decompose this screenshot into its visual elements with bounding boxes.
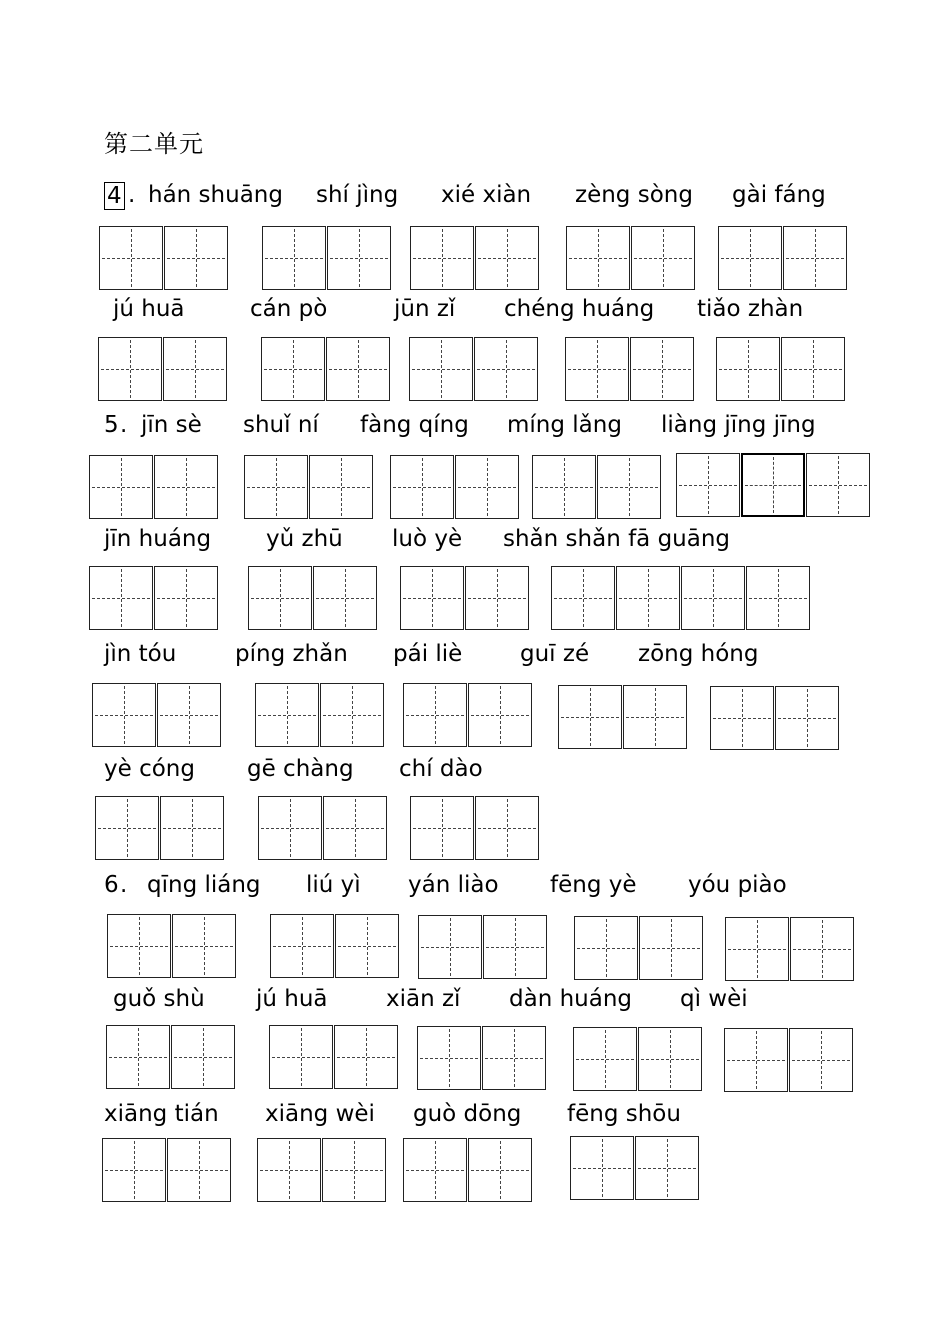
tianzige-cell[interactable] xyxy=(724,1028,788,1092)
pinyin-word: fēng shōu xyxy=(567,1101,681,1127)
tianzige-cell[interactable] xyxy=(468,683,532,747)
pinyin-word: qì wèi xyxy=(680,986,748,1012)
tianzige-cell[interactable] xyxy=(790,917,854,981)
pinyin-word: gài fáng xyxy=(732,182,826,208)
answer-box[interactable] xyxy=(410,226,540,290)
tianzige-cell[interactable] xyxy=(255,683,319,747)
tianzige-cell[interactable] xyxy=(261,337,325,401)
tianzige-cell[interactable] xyxy=(475,226,539,290)
tianzige-cell[interactable] xyxy=(474,337,538,401)
tianzige-cell[interactable] xyxy=(418,915,482,979)
tianzige-cell[interactable] xyxy=(710,686,774,750)
tianzige-cell[interactable] xyxy=(309,455,373,519)
pinyin-word: píng zhǎn xyxy=(235,641,348,667)
item-number-separator: . xyxy=(120,872,128,898)
answer-box[interactable] xyxy=(403,1138,533,1202)
tianzige-cell[interactable] xyxy=(270,914,334,978)
answer-box[interactable] xyxy=(244,455,374,519)
item-number-separator: . xyxy=(120,412,128,438)
pinyin-word: yǔ zhū xyxy=(266,526,343,552)
answer-box[interactable] xyxy=(400,566,530,630)
tianzige-cell[interactable] xyxy=(775,686,839,750)
tianzige-cell[interactable] xyxy=(570,1136,634,1200)
pinyin-word: jú huā xyxy=(256,986,328,1012)
tianzige-cell[interactable] xyxy=(532,455,596,519)
answer-box[interactable] xyxy=(258,796,388,860)
pinyin-word: gē chàng xyxy=(247,756,354,782)
tianzige-cell[interactable] xyxy=(99,226,163,290)
answer-box[interactable] xyxy=(558,685,688,749)
answer-box[interactable] xyxy=(248,566,378,630)
answer-box[interactable] xyxy=(565,337,695,401)
tianzige-cell[interactable] xyxy=(475,796,539,860)
tianzige-cell[interactable] xyxy=(725,917,789,981)
answer-box[interactable] xyxy=(257,1138,387,1202)
tianzige-cell[interactable] xyxy=(718,226,782,290)
answer-box[interactable] xyxy=(716,337,846,401)
pinyin-word: zōng hóng xyxy=(638,641,759,667)
tianzige-cell[interactable] xyxy=(269,1025,333,1089)
answer-box[interactable] xyxy=(270,914,400,978)
pinyin-word: dàn huáng xyxy=(509,986,633,1012)
tianzige-cell[interactable] xyxy=(164,226,228,290)
pinyin-word: guò dōng xyxy=(413,1101,522,1127)
answer-box[interactable] xyxy=(410,796,540,860)
answer-box[interactable] xyxy=(262,226,392,290)
tianzige-cell[interactable] xyxy=(313,566,377,630)
tianzige-cell[interactable] xyxy=(410,226,474,290)
pinyin-word: shí jìng xyxy=(316,182,399,208)
tianzige-cell[interactable] xyxy=(171,1025,235,1089)
tianzige-cell[interactable] xyxy=(635,1136,699,1200)
pinyin-word: pái liè xyxy=(393,641,463,667)
pinyin-word: shuǐ ní xyxy=(243,412,319,438)
tianzige-cell[interactable] xyxy=(323,796,387,860)
pinyin-word: zèng sòng xyxy=(575,182,693,208)
answer-box[interactable] xyxy=(570,1136,700,1200)
tianzige-cell[interactable] xyxy=(716,337,780,401)
pinyin-word: qīng liáng xyxy=(147,872,261,898)
pinyin-word: jú huā xyxy=(113,296,185,322)
tianzige-cell[interactable] xyxy=(455,455,519,519)
answer-box[interactable] xyxy=(95,796,225,860)
tianzige-cell[interactable] xyxy=(783,226,847,290)
item-number: 4 xyxy=(104,182,125,210)
tianzige-cell[interactable] xyxy=(468,1138,532,1202)
pinyin-word: tiǎo zhàn xyxy=(697,296,804,322)
tianzige-cell[interactable] xyxy=(403,683,467,747)
tianzige-cell[interactable] xyxy=(565,337,629,401)
tianzige-cell[interactable] xyxy=(573,1027,637,1091)
answer-box[interactable] xyxy=(269,1025,399,1089)
tianzige-cell[interactable] xyxy=(167,1138,231,1202)
pinyin-word: xiān zǐ xyxy=(386,986,461,1012)
tianzige-cell[interactable] xyxy=(551,566,615,630)
pinyin-word: jīn sè xyxy=(141,412,202,438)
answer-box[interactable] xyxy=(99,226,229,290)
answer-box[interactable] xyxy=(725,917,855,981)
tianzige-cell[interactable] xyxy=(92,683,156,747)
tianzige-cell[interactable] xyxy=(163,337,227,401)
tianzige-cell[interactable] xyxy=(334,1025,398,1089)
pinyin-word: cán pò xyxy=(250,296,328,322)
tianzige-cell[interactable] xyxy=(257,1138,321,1202)
pinyin-word: yè cóng xyxy=(104,756,195,782)
pinyin-word: yóu piào xyxy=(688,872,787,898)
tianzige-cell[interactable] xyxy=(465,566,529,630)
tianzige-cell[interactable] xyxy=(806,453,870,517)
pinyin-word: shǎn shǎn fā guāng xyxy=(503,526,731,552)
answer-box[interactable] xyxy=(574,916,704,980)
tianzige-cell[interactable] xyxy=(410,796,474,860)
tianzige-cell[interactable] xyxy=(107,914,171,978)
tianzige-cell[interactable] xyxy=(631,226,695,290)
item-number: 5 xyxy=(104,412,119,438)
tianzige-cell[interactable] xyxy=(574,916,638,980)
pinyin-word: yán liào xyxy=(408,872,499,898)
answer-box[interactable] xyxy=(710,686,840,750)
answer-box[interactable] xyxy=(718,226,848,290)
tianzige-cell[interactable] xyxy=(638,1027,702,1091)
answer-box[interactable] xyxy=(724,1028,854,1092)
tianzige-cell[interactable] xyxy=(482,1026,546,1090)
item-number: 6 xyxy=(104,872,119,898)
answer-box[interactable] xyxy=(261,337,391,401)
unit-title: 第二单元 xyxy=(104,130,204,158)
answer-box[interactable] xyxy=(403,683,533,747)
pinyin-word: xiāng tián xyxy=(104,1101,219,1127)
pinyin-word: guǒ shù xyxy=(113,986,205,1012)
tianzige-cell[interactable] xyxy=(157,683,221,747)
tianzige-cell[interactable] xyxy=(248,566,312,630)
tianzige-cell[interactable] xyxy=(262,226,326,290)
answer-box[interactable] xyxy=(98,337,228,401)
tianzige-cell[interactable] xyxy=(244,455,308,519)
pinyin-word: fàng qíng xyxy=(360,412,469,438)
tianzige-cell[interactable] xyxy=(172,914,236,978)
answer-box[interactable] xyxy=(573,1027,703,1091)
tianzige-cell[interactable] xyxy=(390,455,454,519)
tianzige-cell[interactable] xyxy=(630,337,694,401)
tianzige-cell[interactable] xyxy=(258,796,322,860)
pinyin-word: jīn huáng xyxy=(104,526,212,552)
pinyin-word: míng lǎng xyxy=(507,412,622,438)
answer-box[interactable] xyxy=(255,683,385,747)
tianzige-cell[interactable] xyxy=(639,916,703,980)
answer-box[interactable] xyxy=(106,1025,236,1089)
answer-box[interactable] xyxy=(551,566,811,630)
tianzige-cell[interactable] xyxy=(327,226,391,290)
pinyin-word: hán shuāng xyxy=(148,182,283,208)
tianzige-cell[interactable] xyxy=(616,566,680,630)
answer-box[interactable] xyxy=(566,226,696,290)
pinyin-word: jìn tóu xyxy=(104,641,177,667)
tianzige-cell[interactable] xyxy=(95,796,159,860)
tianzige-cell[interactable] xyxy=(320,683,384,747)
answer-box[interactable] xyxy=(417,1026,547,1090)
tianzige-cell[interactable] xyxy=(154,566,218,630)
tianzige-cell[interactable] xyxy=(746,566,810,630)
pinyin-word: guī zé xyxy=(520,641,590,667)
tianzige-cell[interactable] xyxy=(326,337,390,401)
tianzige-cell[interactable] xyxy=(597,455,661,519)
tianzige-cell[interactable] xyxy=(403,1138,467,1202)
tianzige-cell[interactable] xyxy=(160,796,224,860)
tianzige-cell[interactable] xyxy=(335,914,399,978)
tianzige-cell[interactable] xyxy=(409,337,473,401)
tianzige-cell[interactable] xyxy=(781,337,845,401)
tianzige-cell[interactable] xyxy=(322,1138,386,1202)
pinyin-word: chí dào xyxy=(399,756,483,782)
answer-box[interactable] xyxy=(89,455,219,519)
tianzige-cell[interactable] xyxy=(566,226,630,290)
answer-box[interactable] xyxy=(418,915,548,979)
tianzige-cell[interactable] xyxy=(400,566,464,630)
pinyin-word: liú yì xyxy=(306,872,361,898)
tianzige-cell[interactable] xyxy=(98,337,162,401)
item-number-separator: . xyxy=(128,182,136,208)
pinyin-word: jūn zǐ xyxy=(394,296,456,322)
tianzige-cell[interactable] xyxy=(89,455,153,519)
tianzige-cell[interactable] xyxy=(681,566,745,630)
tianzige-cell[interactable] xyxy=(483,915,547,979)
tianzige-cell[interactable] xyxy=(789,1028,853,1092)
tianzige-cell[interactable] xyxy=(154,455,218,519)
tianzige-cell[interactable] xyxy=(676,453,740,517)
answer-box[interactable] xyxy=(676,453,871,517)
answer-box[interactable] xyxy=(92,683,222,747)
pinyin-word: chéng huáng xyxy=(504,296,655,322)
pinyin-word: fēng yè xyxy=(550,872,637,898)
pinyin-word: xiāng wèi xyxy=(265,1101,375,1127)
tianzige-cell[interactable] xyxy=(89,566,153,630)
tianzige-cell[interactable] xyxy=(106,1025,170,1089)
answer-box[interactable] xyxy=(102,1138,232,1202)
answer-box[interactable] xyxy=(89,566,219,630)
answer-box[interactable] xyxy=(107,914,237,978)
tianzige-cell[interactable] xyxy=(417,1026,481,1090)
answer-box[interactable] xyxy=(532,455,662,519)
pinyin-word: xié xiàn xyxy=(441,182,532,208)
tianzige-cell[interactable] xyxy=(558,685,622,749)
pinyin-word: luò yè xyxy=(392,526,463,552)
tianzige-cell[interactable] xyxy=(102,1138,166,1202)
pinyin-word: liàng jīng jīng xyxy=(661,412,816,438)
tianzige-cell[interactable] xyxy=(623,685,687,749)
tianzige-cell[interactable] xyxy=(741,453,805,517)
answer-box[interactable] xyxy=(409,337,539,401)
answer-box[interactable] xyxy=(390,455,520,519)
